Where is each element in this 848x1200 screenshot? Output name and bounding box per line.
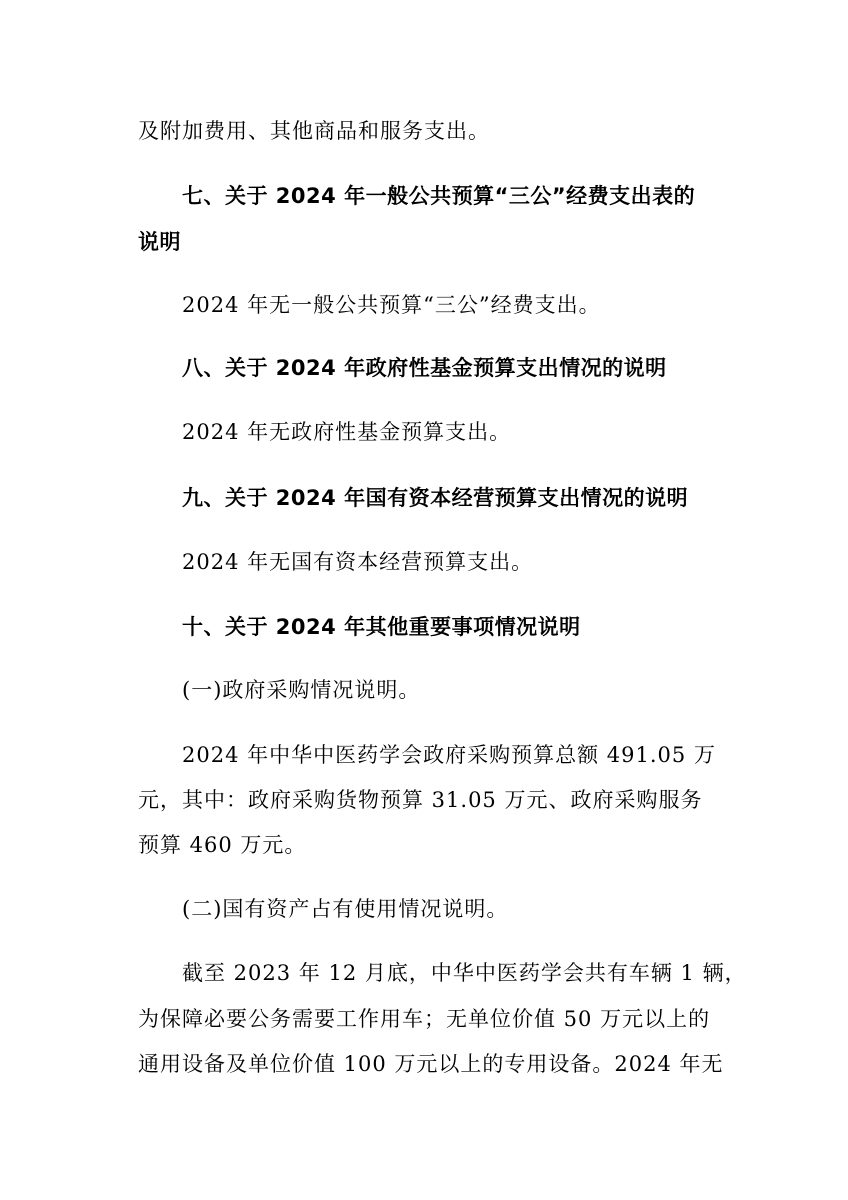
paragraph-line: 预算 460 万元。 [138,833,307,857]
paragraph-line: 及附加费用、其他商品和服务支出。 [138,119,490,143]
section-heading-8: 八、关于 2024 年政府性基金预算支出情况的说明 [182,356,667,380]
section-heading-7-continued: 说明 [138,230,181,254]
paragraph-line: 2024 年无国有资本经营预算支出。 [182,550,534,574]
subsection-heading-1: (一)政府采购情况说明。 [182,678,421,702]
paragraph-line: 截至 2023 年 12 月底，中华中医药学会共有车辆 1 辆， [182,961,747,985]
subsection-heading-2: (二)国有资产占有使用情况说明。 [182,897,509,921]
section-heading-7: 七、关于 2024 年一般公共预算“三公”经费支出表的 [182,184,696,208]
paragraph-line: 2024 年中华中医药学会政府采购预算总额 491.05 万 [182,743,716,767]
paragraph-line: 元，其中：政府采购货物预算 31.05 万元、政府采购服务 [138,788,703,812]
paragraph-line: 2024 年无政府性基金预算支出。 [182,420,512,444]
paragraph-line: 为保障必要公务需要工作用车；无单位价值 50 万元以上的 [138,1007,711,1031]
section-heading-10: 十、关于 2024 年其他重要事项情况说明 [182,615,581,639]
paragraph-line: 2024 年无一般公共预算“三公”经费支出。 [182,293,601,317]
section-heading-9: 九、关于 2024 年国有资本经营预算支出情况的说明 [182,486,689,510]
paragraph-line: 通用设备及单位价值 100 万元以上的专用设备。2024 年无 [138,1052,724,1076]
